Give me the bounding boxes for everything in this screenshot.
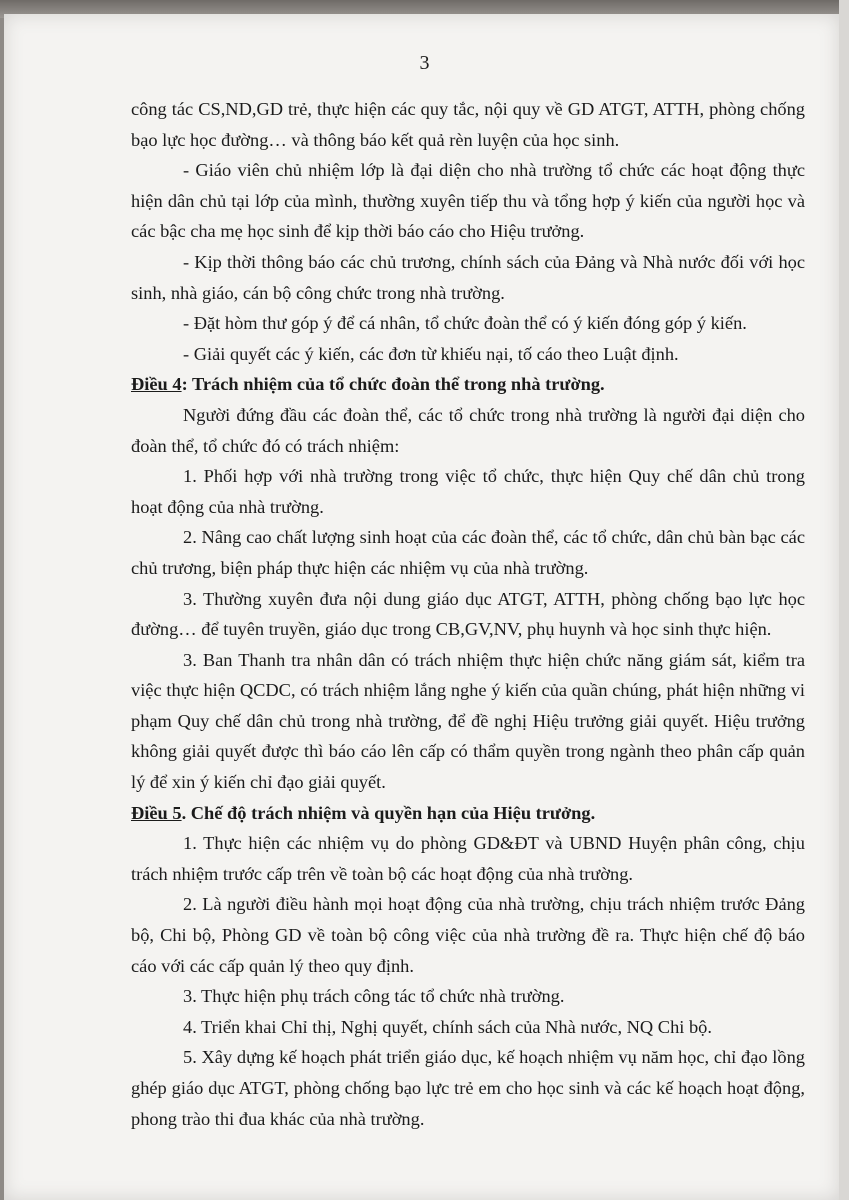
paragraph: - Giáo viên chủ nhiệm lớp là đại diện cho nhà trường tổ chức các hoạt động thực hiện dân chủ tại lớp của mình, thường xuyên tiếp thu và tổng hợp ý kiến của người học và các bậc cha mẹ học sinh để kịp thời báo cáo cho Hiệu trưởng. (131, 160, 805, 242)
article-title: : Trách nhiệm của tổ chức đoàn thể trong nhà trường. (181, 374, 605, 395)
paragraph: 3. Thực hiện phụ trách công tác tổ chức nhà trường. (183, 986, 565, 1007)
paragraph: 1. Phối hợp với nhà trường trong việc tổ chức, thực hiện Quy chế dân chủ trong hoạt động của nhà trường. (131, 466, 805, 517)
paragraph: Người đứng đầu các đoàn thể, các tổ chức trong nhà trường là người đại diện cho đoàn thể, tổ chức đó có trách nhiệm: (131, 404, 805, 456)
document-body (131, 94, 805, 1134)
article-5-heading (131, 798, 805, 829)
article-4-heading (131, 369, 805, 400)
paragraph: 5. Xây dựng kế hoạch phát triển giáo dục, kế hoạch nhiệm vụ năm học, chỉ đạo lồng ghép giáo dục ATGT, phòng chống bạo lực trẻ em cho học sinh và các kế hoạch hoạt động, phong trào thi đua khác của nhà trường. (131, 1047, 805, 1129)
article-title: . Chế độ trách nhiệm và quyền hạn của Hiệu trưởng. (181, 802, 596, 823)
paragraph: 3. Ban Thanh tra nhân dân có trách nhiệm thực hiện chức năng giám sát, kiểm tra việc thực hiện QCDC, có trách nhiệm lắng nghe ý kiến của quần chúng, phát hiện những vi phạm Quy chế dân chủ trong nhà trường, để đề nghị Hiệu trưởng giải quyết. Hiệu trưởng không giải quyết được thì báo cáo lên cấp có thẩm quyền trong ngành theo phân cấp quản lý để xin ý kiến chỉ đạo giải quyết. (131, 649, 805, 793)
paragraph: 1. Thực hiện các nhiệm vụ do phòng GD&ĐT và UBND Huyện phân công, chịu trách nhiệm trước cấp trên về toàn bộ các hoạt động của nhà trường. (131, 833, 805, 884)
paragraph: 3. Thường xuyên đưa nội dung giáo dục ATGT, ATTH, phòng chống bạo lực học đường… để tuyên truyền, giáo dục trong CB,GV,NV, phụ huynh và học sinh thực hiện. (131, 588, 805, 640)
scan-right-border (839, 0, 849, 1200)
article-number: Điều 4 (131, 374, 182, 395)
paragraph: 4. Triển khai Chỉ thị, Nghị quyết, chính sách của Nhà nước, NQ Chi bộ. (183, 1016, 712, 1037)
paragraph: công tác CS,ND,GD trẻ, thực hiện các quy tắc, nội quy về GD ATGT, ATTH, phòng chống bạo lực học đường… và thông báo kết quả rèn luyện của học sinh. (131, 99, 805, 150)
paragraph: 2. Là người điều hành mọi hoạt động của nhà trường, chịu trách nhiệm trước Đảng bộ, Chi bộ, Phòng GD về toàn bộ công việc của nhà trường đề ra. Thực hiện chế độ báo cáo với các cấp quản lý theo quy định. (131, 894, 805, 976)
paragraph: - Kịp thời thông báo các chủ trương, chính sách của Đảng và Nhà nước đối với học sinh, nhà giáo, cán bộ công chức trong nhà trường. (131, 251, 805, 303)
paragraph: 2. Nâng cao chất lượng sinh hoạt của các đoàn thể, các tổ chức, dân chủ bàn bạc các chủ trương, biện pháp thực hiện các nhiệm vụ của nhà trường. (131, 527, 805, 578)
page-number: 3 (419, 52, 430, 74)
paragraph: - Đặt hòm thư góp ý để cá nhân, tổ chức đoàn thể có ý kiến đóng góp ý kiến. (183, 313, 747, 334)
article-number: Điều 5 (131, 802, 182, 823)
paragraph: - Giải quyết các ý kiến, các đơn từ khiếu nại, tố cáo theo Luật định. (183, 343, 679, 364)
